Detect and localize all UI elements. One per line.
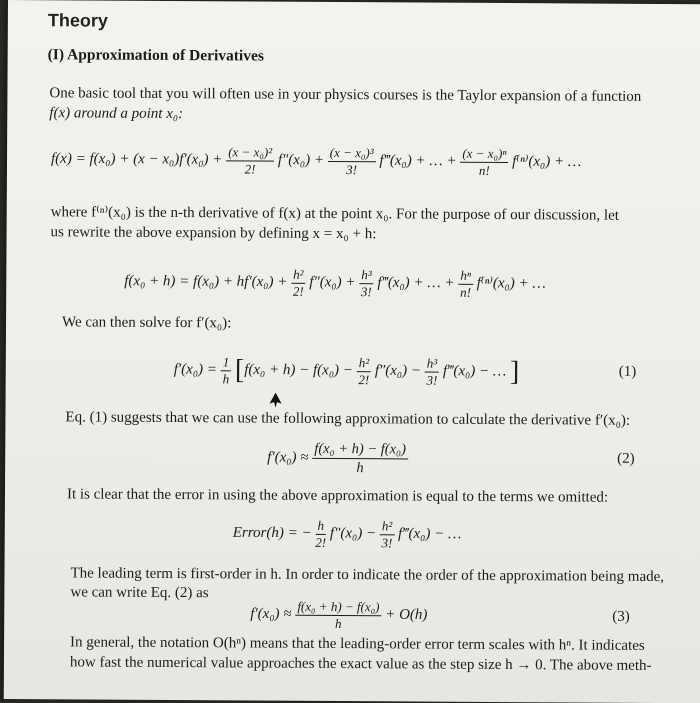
leading-term-line-1: The leading term is first-order in h. In order to indicate the order of the approximation being made, bbox=[70, 565, 665, 586]
shifted-lhs: f(x₀ + h) = f(x₀) + hf′(x₀) + bbox=[124, 273, 288, 291]
eq3-lhs: f′(x₀) ≈ bbox=[250, 605, 292, 623]
error-term-2-tail: f″(x₀) − bbox=[329, 525, 377, 542]
mouse-cursor-icon bbox=[269, 393, 283, 409]
document-page bbox=[4, 0, 700, 703]
equation-1 bbox=[174, 354, 520, 388]
equation-1-label: (1) bbox=[618, 363, 637, 380]
error-term-3-tail: f‴(x₀) − … bbox=[397, 525, 462, 543]
taylor-term-n-tail: f⁽ⁿ⁾(x₀) + … bbox=[512, 153, 582, 170]
intro-paragraph-line-1: One basic tool that you will often use in your physics courses is the Taylor expansion of a function bbox=[49, 85, 642, 105]
shifted-expansion-equation bbox=[124, 266, 546, 301]
taylor-lhs: f(x) = f(x₀) + (x − x₀)f′(x₀) + bbox=[50, 150, 223, 168]
eq1-term-3-fraction: $\frac{\text{h³}}{3!}$ bbox=[426, 355, 438, 388]
error-equation bbox=[233, 517, 462, 550]
eq1-comment-line: Eq. (1) suggests that we can use the following approximation to calculate the derivative f′(x₀): bbox=[65, 409, 631, 429]
shifted-term-2-tail: f″(x₀) + bbox=[309, 274, 356, 291]
eq1-term-2-tail: f″(x₀) − bbox=[374, 362, 422, 379]
taylor-term-3-tail: f‴(x₀) + … + bbox=[379, 152, 457, 170]
error-lhs: Error(h) = − bbox=[232, 524, 312, 542]
equation-3 bbox=[250, 598, 427, 631]
page-title: Theory bbox=[47, 10, 108, 31]
where-paragraph-line-2: us rewrite the above expansion by defining x = x₀ + h: bbox=[50, 224, 377, 243]
eq1-lhs: f′(x₀) = bbox=[173, 361, 217, 378]
taylor-expansion-equation bbox=[51, 143, 581, 178]
taylor-term-3-fraction: $\frac{\text{(x − x₀)³}}{3!}$ bbox=[328, 145, 376, 177]
eq1-close-bracket: ] bbox=[509, 356, 520, 388]
shifted-term-3-tail: f‴(x₀) + … + bbox=[377, 274, 455, 292]
leading-term-line-2: we can write Eq. (2) as bbox=[70, 584, 209, 602]
shifted-term-3-fraction: $\frac{\text{h³}}{3!}$ bbox=[360, 267, 372, 300]
eq3-tail: + O(h) bbox=[385, 606, 428, 624]
shifted-term-n-tail: f⁽ⁿ⁾(x₀) + … bbox=[476, 275, 546, 292]
eq3-fraction: $\frac{\text{f(x₀ + h) − f(x₀)}}{h}$ bbox=[295, 599, 381, 632]
taylor-term-n-fraction: $\frac{\text{(x − x₀)ⁿ}}{n!}$ bbox=[460, 146, 508, 178]
taylor-term-2-fraction: $\frac{\text{(x − x₀)²}}{2!}$ bbox=[226, 144, 274, 176]
eq1-prefactor-fraction: $\frac{1}{h}$ bbox=[222, 354, 230, 387]
equation-2 bbox=[267, 440, 408, 478]
error-term-3-fraction: $\frac{\text{h²}}{3!}$ bbox=[381, 518, 393, 551]
error-intro-line: It is clear that the error in using the above approximation is equal to the terms we omitted: bbox=[66, 486, 609, 506]
general-notation-line-1: In general, the notation O(hⁿ) means that the leading-order error term scales with hⁿ. It indicates bbox=[70, 634, 645, 654]
eq1-open-bracket: [ bbox=[234, 354, 245, 386]
section-heading: (I) Approximation of Derivatives bbox=[47, 46, 264, 65]
equation-2-label: (2) bbox=[617, 450, 635, 467]
general-notation-line-2: how fast the numerical value approaches the exact value as the step size h → 0. The above meth- bbox=[69, 654, 652, 674]
taylor-term-2-tail: f″(x₀) + bbox=[277, 152, 325, 169]
eq2-fraction: $\frac{\text{f(x₀ + h) − f(x₀)}}{h}$ bbox=[312, 440, 408, 478]
eq1-body: f(x₀ + h) − f(x₀) − bbox=[244, 361, 353, 379]
solve-line: We can then solve for f′(x₀): bbox=[61, 314, 232, 332]
intro-paragraph-line-2: f(x) around a point x₀: bbox=[49, 105, 184, 123]
where-paragraph-line-1: where f⁽ⁿ⁾(x₀) is the n-th derivative of f(x) at the point x₀. For the purpose of our discussion, let bbox=[50, 204, 619, 224]
equation-3-label: (3) bbox=[612, 608, 630, 625]
eq2-lhs: f′(x₀) ≈ bbox=[267, 449, 309, 466]
eq1-term-2-fraction: $\frac{\text{h²}}{2!}$ bbox=[358, 355, 370, 388]
shifted-term-2-fraction: $\frac{\text{h²}}{2!}$ bbox=[292, 266, 304, 299]
error-term-2-fraction: $\frac{h}{2!}$ bbox=[315, 517, 327, 550]
shifted-term-n-fraction: $\frac{\text{hⁿ}}{n!}$ bbox=[460, 267, 472, 300]
eq1-term-3-tail: f‴(x₀) − … bbox=[442, 363, 507, 380]
